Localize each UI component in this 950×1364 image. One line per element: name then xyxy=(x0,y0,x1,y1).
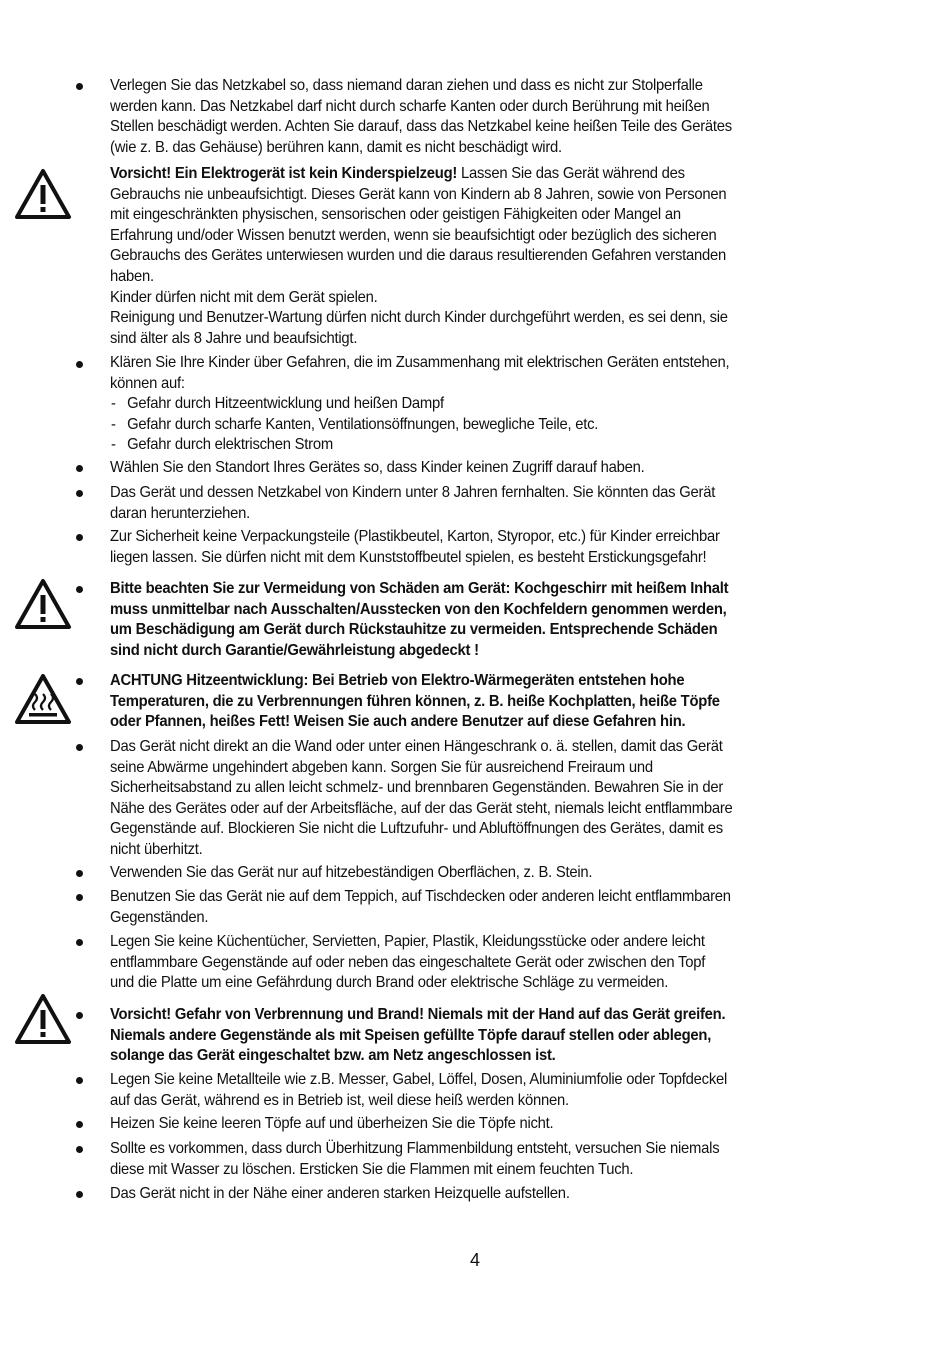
text-line: oder Pfannen, heißes Fett! Weisen Sie auch andere Benutzer auf diese Gefahren hin. xyxy=(110,713,686,731)
bullet-marker xyxy=(76,490,83,497)
bullet-marker xyxy=(76,361,83,368)
bullet-marker xyxy=(76,939,83,946)
safety-item-damage-warning xyxy=(110,579,775,661)
bullet-marker xyxy=(76,1146,83,1153)
safety-item xyxy=(110,353,775,456)
text-line: Zur Sicherheit keine Verpackungsteile (Plastikbeutel, Karton, Styropor, etc.) für Kinder erreichbar xyxy=(110,528,720,545)
text-line: (wie z. B. das Gehäuse) berühren kann, damit es nicht beschädigt wird. xyxy=(110,138,562,156)
text-line: Nähe des Gerätes oder auf der Arbeitsfläche, auf der das Gerät steht, niemals leicht entflammbare xyxy=(110,799,733,817)
bullet-marker xyxy=(76,83,83,90)
text-line: Gegenständen. xyxy=(110,908,209,926)
safety-item xyxy=(110,1139,775,1180)
text-line: und die Platte um eine Gefährdung durch Brand oder elektrische Schläge zu vermeiden. xyxy=(110,974,669,992)
safety-item xyxy=(110,76,775,158)
text-line: Gebrauchs des Gerätes unterwiesen wurden und die daraus resultierenden Gefahren verstanden xyxy=(110,247,727,265)
text-line: Das Gerät und dessen Netzkabel von Kindern unter 8 Jahren fernhalten. Sie könnten das Gerät xyxy=(110,484,716,501)
bullet-marker xyxy=(76,586,83,593)
text-line: Stellen beschädigt werden. Achten Sie darauf, dass das Netzkabel keine heißen Teile des Gerätes xyxy=(110,118,732,136)
bullet-marker xyxy=(76,465,83,472)
text-line: Vorsicht! Gefahr von Verbrennung und Brand! Niemals mit der Hand auf das Gerät greifen. xyxy=(110,1006,726,1023)
safety-item-children-warning xyxy=(110,164,775,349)
text-line: Niemals andere Gegenstände als mit Speisen gefüllte Töpfe darauf stellen oder ablegen, xyxy=(110,1026,712,1044)
text-line: Kinder dürfen nicht mit dem Gerät spielen. xyxy=(110,288,378,306)
text-line: Temperaturen, die zu Verbrennungen führen können, z. B. heiße Kochplatten, heiße Töpfe xyxy=(110,692,720,710)
text-line: Sollte es vorkommen, dass durch Überhitzung Flammenbildung entsteht, versuchen Sie niemals xyxy=(110,1140,720,1157)
text-line: solange das Gerät eingeschaltet bzw. am Netz angeschlossen ist. xyxy=(110,1047,556,1065)
text-line: seine Abwärme ungehindert abgeben kann. Sorgen Sie für ausreichend Freiraum und xyxy=(110,758,653,776)
page-number: 4 xyxy=(469,1250,480,1270)
text-line: Das Gerät nicht direkt an die Wand oder unter einen Hängeschrank o. ä. stellen, damit das Gerät xyxy=(110,738,723,755)
warning-triangle-icon xyxy=(14,578,72,630)
bullet-marker xyxy=(76,1191,83,1198)
bullet-marker xyxy=(76,1077,83,1084)
text-line: Reinigung und Benutzer-Wartung dürfen nicht durch Kinder durchgeführt werden, es sei denn, sie xyxy=(110,309,728,327)
text-line: auf das Gerät, während es in Betrieb ist, weil diese heiß werden können. xyxy=(110,1091,569,1109)
safety-item xyxy=(110,887,775,928)
warning-rest: Lassen Sie das Gerät während des xyxy=(457,165,685,182)
warning-lead: Vorsicht! Ein Elektrogerät ist kein Kinderspielzeug! xyxy=(110,165,458,182)
text-line: sind nicht durch Garantie/Gewährleistung abgedeckt ! xyxy=(110,641,479,659)
safety-item xyxy=(110,932,775,994)
text-line: diese mit Wasser zu löschen. Ersticken Sie die Flammen mit einem feuchten Tuch. xyxy=(110,1160,634,1178)
safety-item xyxy=(110,737,775,861)
bullet-marker xyxy=(76,1121,83,1128)
text-line: Sicherheitsabstand zu allen leicht schmelz- und brennbaren Gegenständen. Bewahren Sie in der xyxy=(110,779,724,797)
text-line: daran herunterziehen. xyxy=(110,504,250,522)
bullet-marker xyxy=(76,534,83,541)
text-line: liegen lassen. Sie dürfen nicht mit dem Kunststoffbeutel spielen, es besteht Erstickungsgefahr! xyxy=(110,548,707,566)
text-line: Legen Sie keine Metallteile wie z.B. Messer, Gabel, Löffel, Dosen, Aluminiumfolie oder Topfdeckel xyxy=(110,1071,728,1088)
safety-item xyxy=(110,863,775,884)
text-line: Benutzen Sie das Gerät nie auf dem Teppich, auf Tischdecken oder anderen leicht entflammbaren xyxy=(110,888,731,905)
text-line: Klären Sie Ihre Kinder über Gefahren, die im Zusammenhang mit elektrischen Geräten entstehen, xyxy=(110,354,730,371)
bullet-marker xyxy=(76,870,83,877)
text-line: muss unmittelbar nach Ausschalten/Ausstecken von den Kochfeldern genommen werden, xyxy=(110,600,727,618)
text-line: werden kann. Das Netzkabel darf nicht durch scharfe Kanten oder durch Berührung mit heißen xyxy=(110,97,710,115)
safety-item xyxy=(110,483,775,524)
text-line: Gegenstände auf. Blockieren Sie nicht die Luftzufuhr- und Abluftöffnungen des Gerätes, damit es xyxy=(110,820,723,838)
text-line: Wählen Sie den Standort Ihres Gerätes so, dass Kinder keinen Zugriff darauf haben. xyxy=(110,459,645,476)
dash-list-item: - Gefahr durch scharfe Kanten, Ventilationsöffnungen, bewegliche Teile, etc. xyxy=(110,415,599,433)
text-line: Bitte beachten Sie zur Vermeidung von Schäden am Gerät: Kochgeschirr mit heißem Inhalt xyxy=(110,580,729,597)
text-line: können auf: xyxy=(110,374,185,392)
safety-item-heat-warning xyxy=(110,671,775,733)
text-line: mit eingeschränkten physischen, sensorischen oder geistigen Fähigkeiten oder Mangel an xyxy=(110,206,681,224)
hot-surface-icon xyxy=(14,673,72,725)
bullet-marker xyxy=(76,744,83,751)
safety-item xyxy=(110,458,775,479)
text-line: Das Gerät nicht in der Nähe einer anderen starken Heizquelle aufstellen. xyxy=(110,1185,570,1202)
text-line: Erfahrung und/oder Wissen benutzt werden, wenn sie beaufsichtigt oder bezüglich des sicheren xyxy=(110,226,717,244)
text-line: Legen Sie keine Küchentücher, Servietten, Papier, Plastik, Kleidungsstücke oder andere leicht xyxy=(110,933,705,950)
text-line: entflammbare Gegenstände auf oder neben das eingeschaltete Gerät oder zwischen den Topf xyxy=(110,953,706,971)
warning-triangle-icon xyxy=(14,168,72,220)
text-line: um Beschädigung am Gerät durch Rückstauhitze zu vermeiden. Entsprechende Schäden xyxy=(110,621,718,639)
safety-item xyxy=(110,1070,775,1111)
text-line: Heizen Sie keine leeren Töpfe auf und überheizen Sie die Töpfe nicht. xyxy=(110,1115,554,1132)
text-line: Verlegen Sie das Netzkabel so, dass niemand daran ziehen und dass es nicht zur Stolperfalle xyxy=(110,77,703,94)
safety-item xyxy=(110,1114,775,1135)
safety-item xyxy=(110,527,775,568)
text-line xyxy=(110,164,775,185)
warning-triangle-icon xyxy=(14,993,72,1045)
bullet-marker xyxy=(76,894,83,901)
dash-list-item: - Gefahr durch Hitzeentwicklung und heißen Dampf xyxy=(110,395,444,413)
text-line: Gebrauchs nie unbeaufsichtigt. Dieses Gerät kann von Kindern ab 8 Jahren, sowie von Personen xyxy=(110,185,727,203)
text-line: Verwenden Sie das Gerät nur auf hitzebeständigen Oberflächen, z. B. Stein. xyxy=(110,864,593,881)
bullet-marker xyxy=(76,1012,83,1019)
text-line: ACHTUNG Hitzeentwicklung: Bei Betrieb von Elektro-Wärmegeräten entstehen hohe xyxy=(110,672,685,689)
text-line: haben. xyxy=(110,267,154,285)
dash-list-item: - Gefahr durch elektrischen Strom xyxy=(110,436,333,454)
text-line: nicht überhitzt. xyxy=(110,840,203,858)
safety-item-burn-warning xyxy=(110,1005,775,1067)
bullet-marker xyxy=(76,678,83,685)
text-line: sind älter als 8 Jahre und beaufsichtigt. xyxy=(110,329,358,347)
safety-item xyxy=(110,1184,775,1205)
